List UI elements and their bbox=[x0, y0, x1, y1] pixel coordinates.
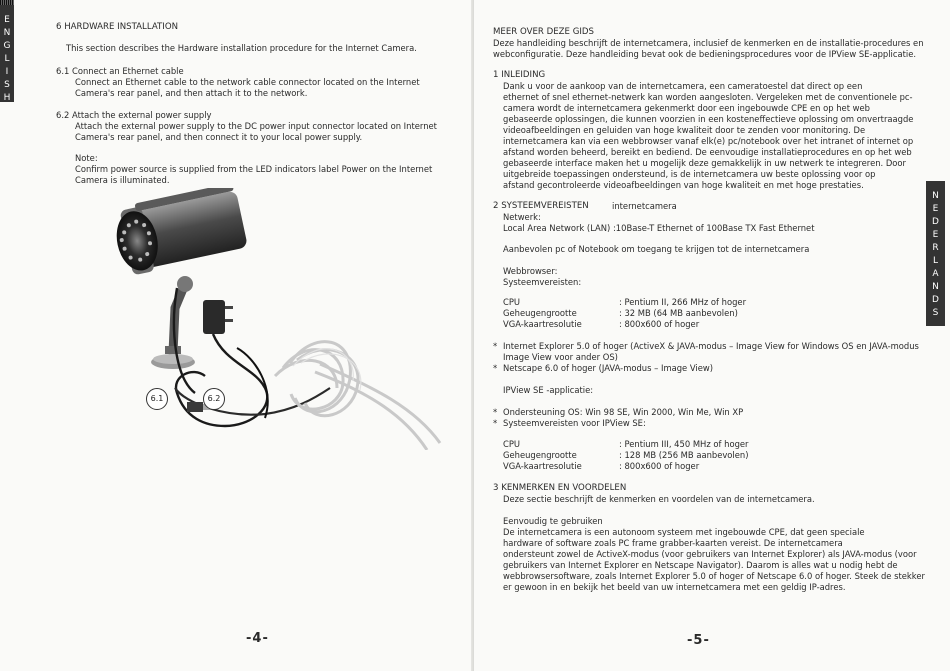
browser-bullet: Internet Explorer 5.0 of hoger (ActiveX & JAVA-modus – Image View for Windows OS en JAVA-modus bbox=[503, 341, 919, 351]
language-tab-english: E N G L I S H bbox=[0, 0, 14, 102]
easy-use-text-line: ondersteunt zowel de ActiveX-modus (voor gebruikers van Internet Explorer) als JAVA-modus (voor bbox=[503, 549, 917, 559]
spec-value: : 800x600 of hoger bbox=[619, 319, 700, 329]
ipview-label: IPView SE -applicatie: bbox=[503, 385, 594, 395]
system-requirements-label: Systeemvereisten: bbox=[503, 277, 582, 287]
features-title: 3 KENMERKEN EN VOORDELEN bbox=[493, 483, 627, 493]
intro-text-line: gebaseerde interface maken het u mogelijk deze gemakkelijk in uw netwerk te integreren. Door bbox=[503, 158, 906, 168]
easy-use-text-line: De internetcamera is een autonoom systeem met ingebouwde CPE, dat geen speciale bbox=[503, 527, 865, 537]
intro-text-line: uitgebreide toepassingen ondersteund, is de internetcamera uw beste oplossing voor op bbox=[503, 169, 876, 179]
step-6-1-title: 6.1 Connect an Ethernet cable bbox=[56, 66, 184, 76]
section-intro: This section describes the Hardware installation procedure for the Internet Camera. bbox=[66, 43, 417, 53]
network-label: Netwerk: bbox=[503, 212, 541, 222]
easy-use-text-line: er gewoon in en bekijk het beeld van uw internetcamera met een geldig IP-adres. bbox=[503, 582, 846, 592]
easy-use-text-line: webbrowsersoftware, zoals Internet Explorer 5.0 of hoger of Netscape 6.0 of hoger. Steek de stekker bbox=[503, 571, 925, 581]
intro-text-line: camera wordt de internetcamera gekenmerkt door een ingebouwde CPE en op het web bbox=[503, 103, 870, 113]
spec-value: : Pentium III, 450 MHz of hoger bbox=[619, 439, 749, 449]
callout-6-2: 6.2 bbox=[203, 388, 225, 410]
webbrowser-label: Webbrowser: bbox=[503, 266, 558, 276]
intro-text-line: afstand worden beheerd, bereikt en bediend. De eenvoudige installatieprocedures en op het web bbox=[503, 147, 912, 157]
spec-label: CPU bbox=[503, 439, 521, 449]
note-text-line: Camera is illuminated. bbox=[75, 175, 170, 185]
step-6-2-text-line: Camera's rear panel, and then connect it to your local power supply. bbox=[75, 132, 363, 142]
browser-bullet: Netscape 6.0 of hoger (JAVA-modus – Image View) bbox=[503, 363, 714, 373]
spec-value: : 32 MB (64 MB aanbevolen) bbox=[619, 308, 738, 318]
about-text-line: Deze handleiding beschrijft de internetcamera, inclusief de kenmerken en de installatie-procedures en bbox=[493, 38, 924, 48]
spec-value: : Pentium II, 266 MHz of hoger bbox=[619, 297, 747, 307]
intro-text-line: ethernet of snel ethernet-netwerk kan worden aangesloten. Vergeleken met de conventionele pc- bbox=[503, 92, 913, 102]
intro-text-line: internetcamera kan via een webbrowser vanaf elk(e) pc/notebook over het intranet of internet op bbox=[503, 136, 914, 146]
intro-text-line: afstand gecontroleerde videoafbeeldingen van hoge kwaliteit en met hoge prestaties. bbox=[503, 180, 864, 190]
bullet-marker: * bbox=[493, 407, 498, 417]
browser-bullet-continued: Image View voor ander OS) bbox=[503, 352, 618, 362]
spec-label: VGA-kaartresolutie bbox=[503, 319, 582, 329]
os-bullet: Ondersteuning OS: Win 98 SE, Win 2000, Win Me, Win XP bbox=[503, 407, 744, 417]
step-6-1-text-line: Connect an Ethernet cable to the network cable connector located on the Internet bbox=[75, 77, 420, 87]
page-number-left: -4- bbox=[246, 631, 269, 646]
recommended-pc-text: Aanbevolen pc of Notebook om toegang te krijgen tot de internetcamera bbox=[503, 244, 810, 254]
intro-text-line: Dank u voor de aankoop van de internetcamera, een cameratoestel dat direct op een bbox=[503, 81, 863, 91]
step-6-2-text-line: Attach the external power supply to the DC power input connector located on Internet bbox=[75, 121, 437, 131]
note-label: Note: bbox=[75, 153, 98, 163]
easy-use-text-line: gebruikers van Internet Explorer en Netscape Navigator). Daarom is alles wat u nodig hebt de bbox=[503, 560, 898, 570]
spec-label: Geheugengrootte bbox=[503, 308, 577, 318]
requirements-title-suffix: internetcamera bbox=[612, 201, 677, 211]
language-tab-nederlands: N E D E R L A N D S bbox=[926, 181, 945, 326]
spec-value: : 800x600 of hoger bbox=[619, 461, 700, 471]
spec-value: : 128 MB (256 MB aanbevolen) bbox=[619, 450, 749, 460]
page-number-right: -5- bbox=[687, 633, 710, 648]
intro-text-line: gebaseerde oplossingen, die kunnen voorzien in een kosteneffectieve oplossing om onvertraagde bbox=[503, 114, 914, 124]
lan-requirement: Local Area Network (LAN) :10Base-T Ethernet of 100Base TX Fast Ethernet bbox=[503, 223, 815, 233]
spec-label: CPU bbox=[503, 297, 521, 307]
step-6-1-text-line: Camera's rear panel, and then attach it to the network. bbox=[75, 88, 308, 98]
page-left bbox=[0, 0, 474, 671]
about-text-line: webconfiguratie. Deze handleiding bevat ook de bedieningsprocedures voor de IPView SE-applicatie. bbox=[493, 49, 917, 59]
about-title: MEER OVER DEZE GIDS bbox=[493, 27, 594, 37]
bullet-marker: * bbox=[493, 363, 498, 373]
step-6-2-title: 6.2 Attach the external power supply bbox=[56, 110, 212, 120]
bullet-marker: * bbox=[493, 341, 498, 351]
camera-installation-photo bbox=[115, 188, 445, 450]
bullet-marker: * bbox=[493, 418, 498, 428]
note-text-line: Confirm power source is supplied from the LED indicators label Power on the Internet bbox=[75, 164, 433, 174]
callout-6-1: 6.1 bbox=[146, 388, 168, 410]
section-title: 6 HARDWARE INSTALLATION bbox=[56, 22, 179, 32]
features-intro: Deze sectie beschrijft de kenmerken en voordelen van de internetcamera. bbox=[503, 494, 815, 504]
os-bullet: Systeemvereisten voor IPView SE: bbox=[503, 418, 646, 428]
page-right bbox=[474, 0, 950, 671]
intro-title: 1 INLEIDING bbox=[493, 70, 546, 80]
easy-use-text-line: hardware of software zoals PC frame grabber-kaarten vereist. De internetcamera bbox=[503, 538, 843, 548]
intro-text-line: videoafbeeldingen en geluiden van hoge kwaliteit door te zenden voor monitoring. De bbox=[503, 125, 866, 135]
requirements-title: 2 SYSTEEMVEREISTEN bbox=[493, 201, 589, 211]
spec-label: VGA-kaartresolutie bbox=[503, 461, 582, 471]
spec-label: Geheugengrootte bbox=[503, 450, 577, 460]
easy-use-title: Eenvoudig te gebruiken bbox=[503, 516, 603, 526]
